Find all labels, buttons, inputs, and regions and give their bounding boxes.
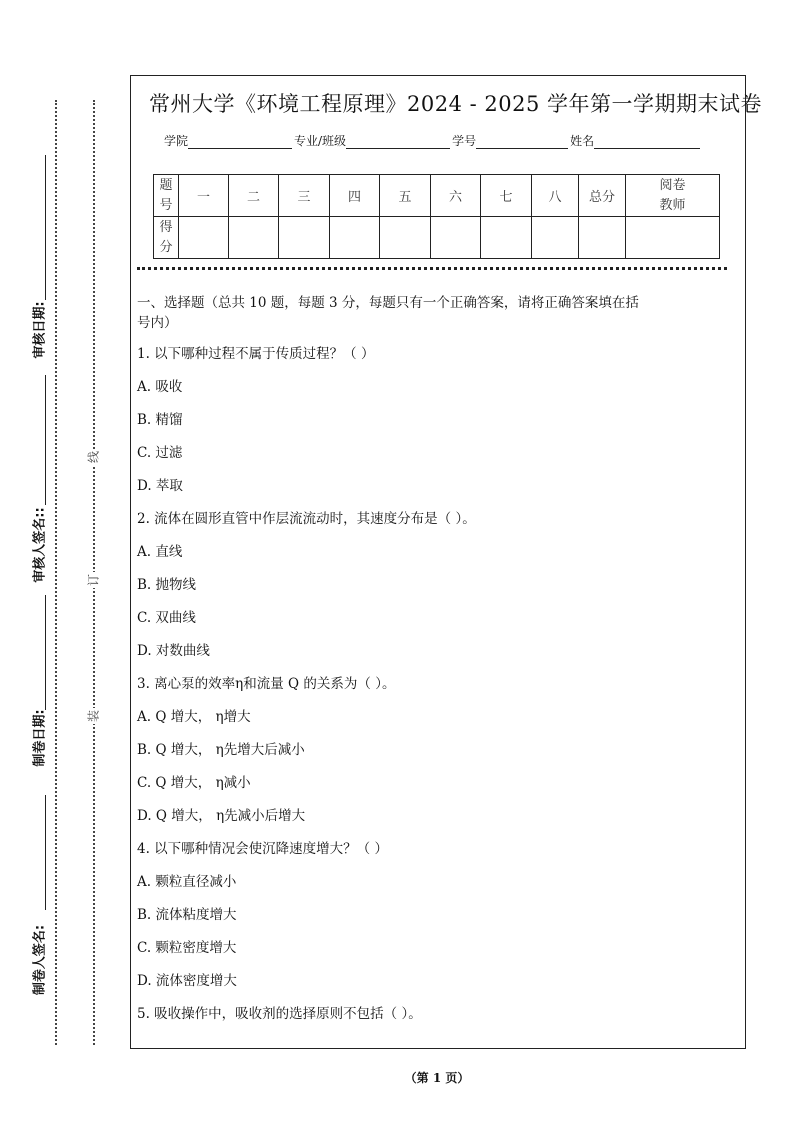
answer-option: A. 吸收	[137, 379, 183, 395]
dotted-separator	[137, 267, 727, 270]
name-label: 姓名	[570, 134, 595, 148]
student-info	[164, 132, 702, 149]
question-stem: 4. 以下哪种情况会使沉降速度增大？（ ）	[137, 841, 388, 857]
row-label-question: 题 号	[154, 175, 179, 217]
question-stem: 1. 以下哪种过程不属于传质过程？（ ）	[137, 346, 375, 362]
answer-option: B. 流体粘度增大	[137, 907, 237, 923]
grader-cell[interactable]	[626, 217, 720, 259]
col-3: 三	[279, 175, 330, 217]
answer-option: B. Q 增大， η先增大后减小	[137, 742, 305, 758]
exam-frame	[130, 75, 763, 1049]
review-date-label: 审核日期:	[32, 301, 48, 359]
score-cell[interactable]	[179, 217, 229, 259]
author-date-label: 制卷日期:	[32, 709, 48, 767]
col-4: 四	[330, 175, 380, 217]
name-field[interactable]	[594, 134, 700, 149]
score-table	[153, 174, 720, 259]
section-heading-line2: 号内）	[137, 315, 178, 331]
question-stem: 5. 吸收操作中，吸收剂的选择原则不包括（ ）。	[137, 1006, 422, 1022]
answer-option: B. 抛物线	[137, 577, 197, 593]
score-cell[interactable]	[431, 217, 481, 259]
score-cell[interactable]	[481, 217, 532, 259]
answer-option: D. Q 增大， η先减小后增大	[137, 808, 306, 824]
col-5: 五	[380, 175, 431, 217]
college-field[interactable]	[188, 134, 292, 149]
col-8: 八	[532, 175, 579, 217]
answer-option: D. 流体密度增大	[137, 973, 237, 989]
reviewer-sign-line	[45, 375, 46, 505]
answer-option: A. 颗粒直径减小	[137, 874, 237, 890]
question-stem: 2. 流体在圆形直管中作层流流动时，其速度分布是（ ）。	[137, 511, 476, 527]
major-label: 专业/班级	[294, 134, 347, 148]
review-date-line	[45, 155, 46, 300]
answer-option: C. Q 增大， η减小	[137, 775, 251, 791]
answer-option: D. 萃取	[137, 478, 183, 494]
section-heading	[137, 293, 735, 333]
page-number: （第 1 页）	[404, 1071, 470, 1085]
question-stem: 3. 离心泵的效率η和流量 Q 的关系为（ ）。	[137, 676, 396, 692]
score-cell[interactable]	[330, 217, 380, 259]
score-cell[interactable]	[279, 217, 330, 259]
college-label: 学院	[164, 134, 189, 148]
answer-option: C. 颗粒密度增大	[137, 940, 237, 956]
col-2: 二	[229, 175, 279, 217]
score-cell[interactable]	[380, 217, 431, 259]
binding-char-zhuang: 装	[86, 709, 101, 723]
answer-option: A. 直线	[137, 544, 183, 560]
binding-char-ding: 订	[86, 573, 101, 587]
col-grader: 阅卷 教师	[626, 175, 720, 217]
col-6: 六	[431, 175, 481, 217]
binding-char-xian: 线	[86, 450, 101, 464]
author-date-line	[45, 595, 46, 710]
score-row	[154, 217, 720, 259]
student-id-label: 学号	[452, 134, 477, 148]
major-field[interactable]	[346, 134, 450, 149]
author-sign-line	[45, 795, 46, 910]
question-content	[137, 293, 735, 1037]
row-label-score: 得 分	[154, 217, 179, 259]
answer-option: C. 过滤	[137, 445, 183, 461]
exam-title: 常州大学《环境工程原理》2024 - 2025 学年第一学期期末试卷	[149, 92, 763, 116]
outer-dotted-line	[55, 100, 57, 1045]
col-7: 七	[481, 175, 532, 217]
score-cell[interactable]	[229, 217, 279, 259]
answer-option: D. 对数曲线	[137, 643, 210, 659]
answer-option: A. Q 增大， η增大	[137, 709, 251, 725]
col-total: 总分	[579, 175, 626, 217]
reviewer-sign-label: 审核人签名::	[32, 507, 48, 583]
answer-option: B. 精馏	[137, 412, 183, 428]
question-number-row	[154, 175, 720, 217]
col-1: 一	[179, 175, 229, 217]
question-lines	[137, 344, 735, 1037]
author-sign-label: 制卷人签名:	[32, 924, 48, 996]
section-heading-line1: 一、选择题（总共 10 题，每题 3 分，每题只有一个正确答案，请将正确答案填在括	[137, 295, 639, 311]
score-cell[interactable]	[532, 217, 579, 259]
student-id-field[interactable]	[476, 134, 568, 149]
score-cell[interactable]	[579, 217, 626, 259]
answer-option: C. 双曲线	[137, 610, 196, 626]
